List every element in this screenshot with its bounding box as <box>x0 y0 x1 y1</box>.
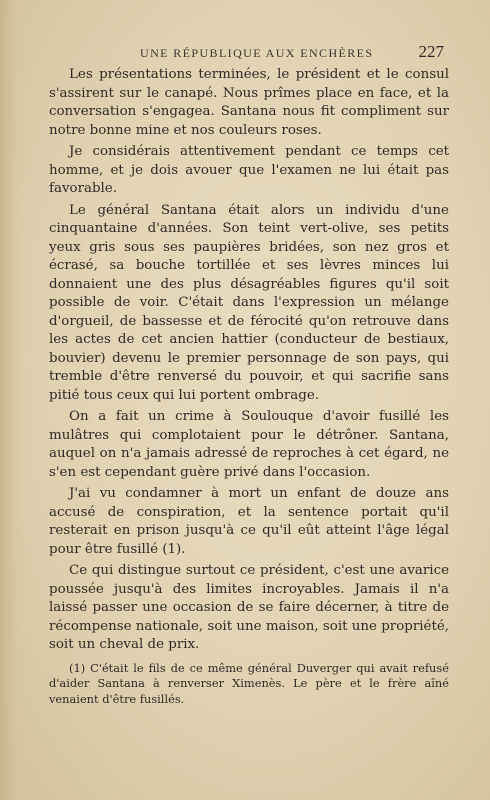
paragraph: On a fait un crime à Soulouque d'avoir fusillé les mulâtres qui complotaient pour le détrôner. Santana, auquel on n'a jamais adressé de reproches à cet égard, ne s'en est cependant guère privé dans l'occasion. <box>49 409 449 480</box>
page-number: 227 <box>418 42 444 61</box>
page-edge-shadow <box>0 0 28 800</box>
page-header <box>140 42 444 62</box>
paragraph: Les présentations terminées, le président et le consul s'assirent sur le canapé. Nous prîmes place en face, et la conversation s'engagea. Santana nous fit compliment sur notre bonne mine et nos couleurs roses. <box>49 67 449 138</box>
running-title: UNE RÉPUBLIQUE AUX ENCHÈRES <box>140 46 374 60</box>
paragraph: Je considérais attentivement pendant ce temps cet homme, et je dois avouer que l'examen ne lui était pas favorable. <box>49 144 449 196</box>
paragraph: J'ai vu condamner à mort un enfant de douze ans accusé de conspiration, et la sentence portait qu'il resterait en prison jusqu'à ce qu'il eût atteint l'âge légal pour être fusillé (1). <box>49 486 449 557</box>
footnote <box>49 661 449 707</box>
paragraph: Le général Santana était alors un individu d'une cinquantaine d'années. Son teint vert-olive, ses petits yeux gris sous ses paupières bridées, son nez gros et écrasé, sa bouche tortillée et ses lèvres minces lui donnaient une des plus désagréables figures qu'il soit possible de voir. C'était dans l'expression un mélange d'orgueil, de bassesse et de férocité qu'on retrouve dans les actes de cet ancien hattier (conducteur de bestiaux, bouvier) devenu le premier personnage de son pays, qui tremble d'être renversé du pouvoir, et qui sacrifie sans pitié tous ceux qui lui portent ombrage. <box>49 202 449 403</box>
paragraph: Ce qui distingue surtout ce président, c'est une avarice poussée jusqu'à des limites incroyables. Jamais il n'a laissé passer une occasion de se faire décerner, à titre de récompense nationale, soit une maison, soit une propriété, soit un cheval de prix. <box>49 563 449 652</box>
page-body <box>49 66 449 655</box>
footnote-text: (1) C'était le fils de ce même général Duverger qui avait refusé d'aider Santana à renverser Ximenès. Le père et le frère aîné venaient d'être fusillés. <box>49 661 449 706</box>
